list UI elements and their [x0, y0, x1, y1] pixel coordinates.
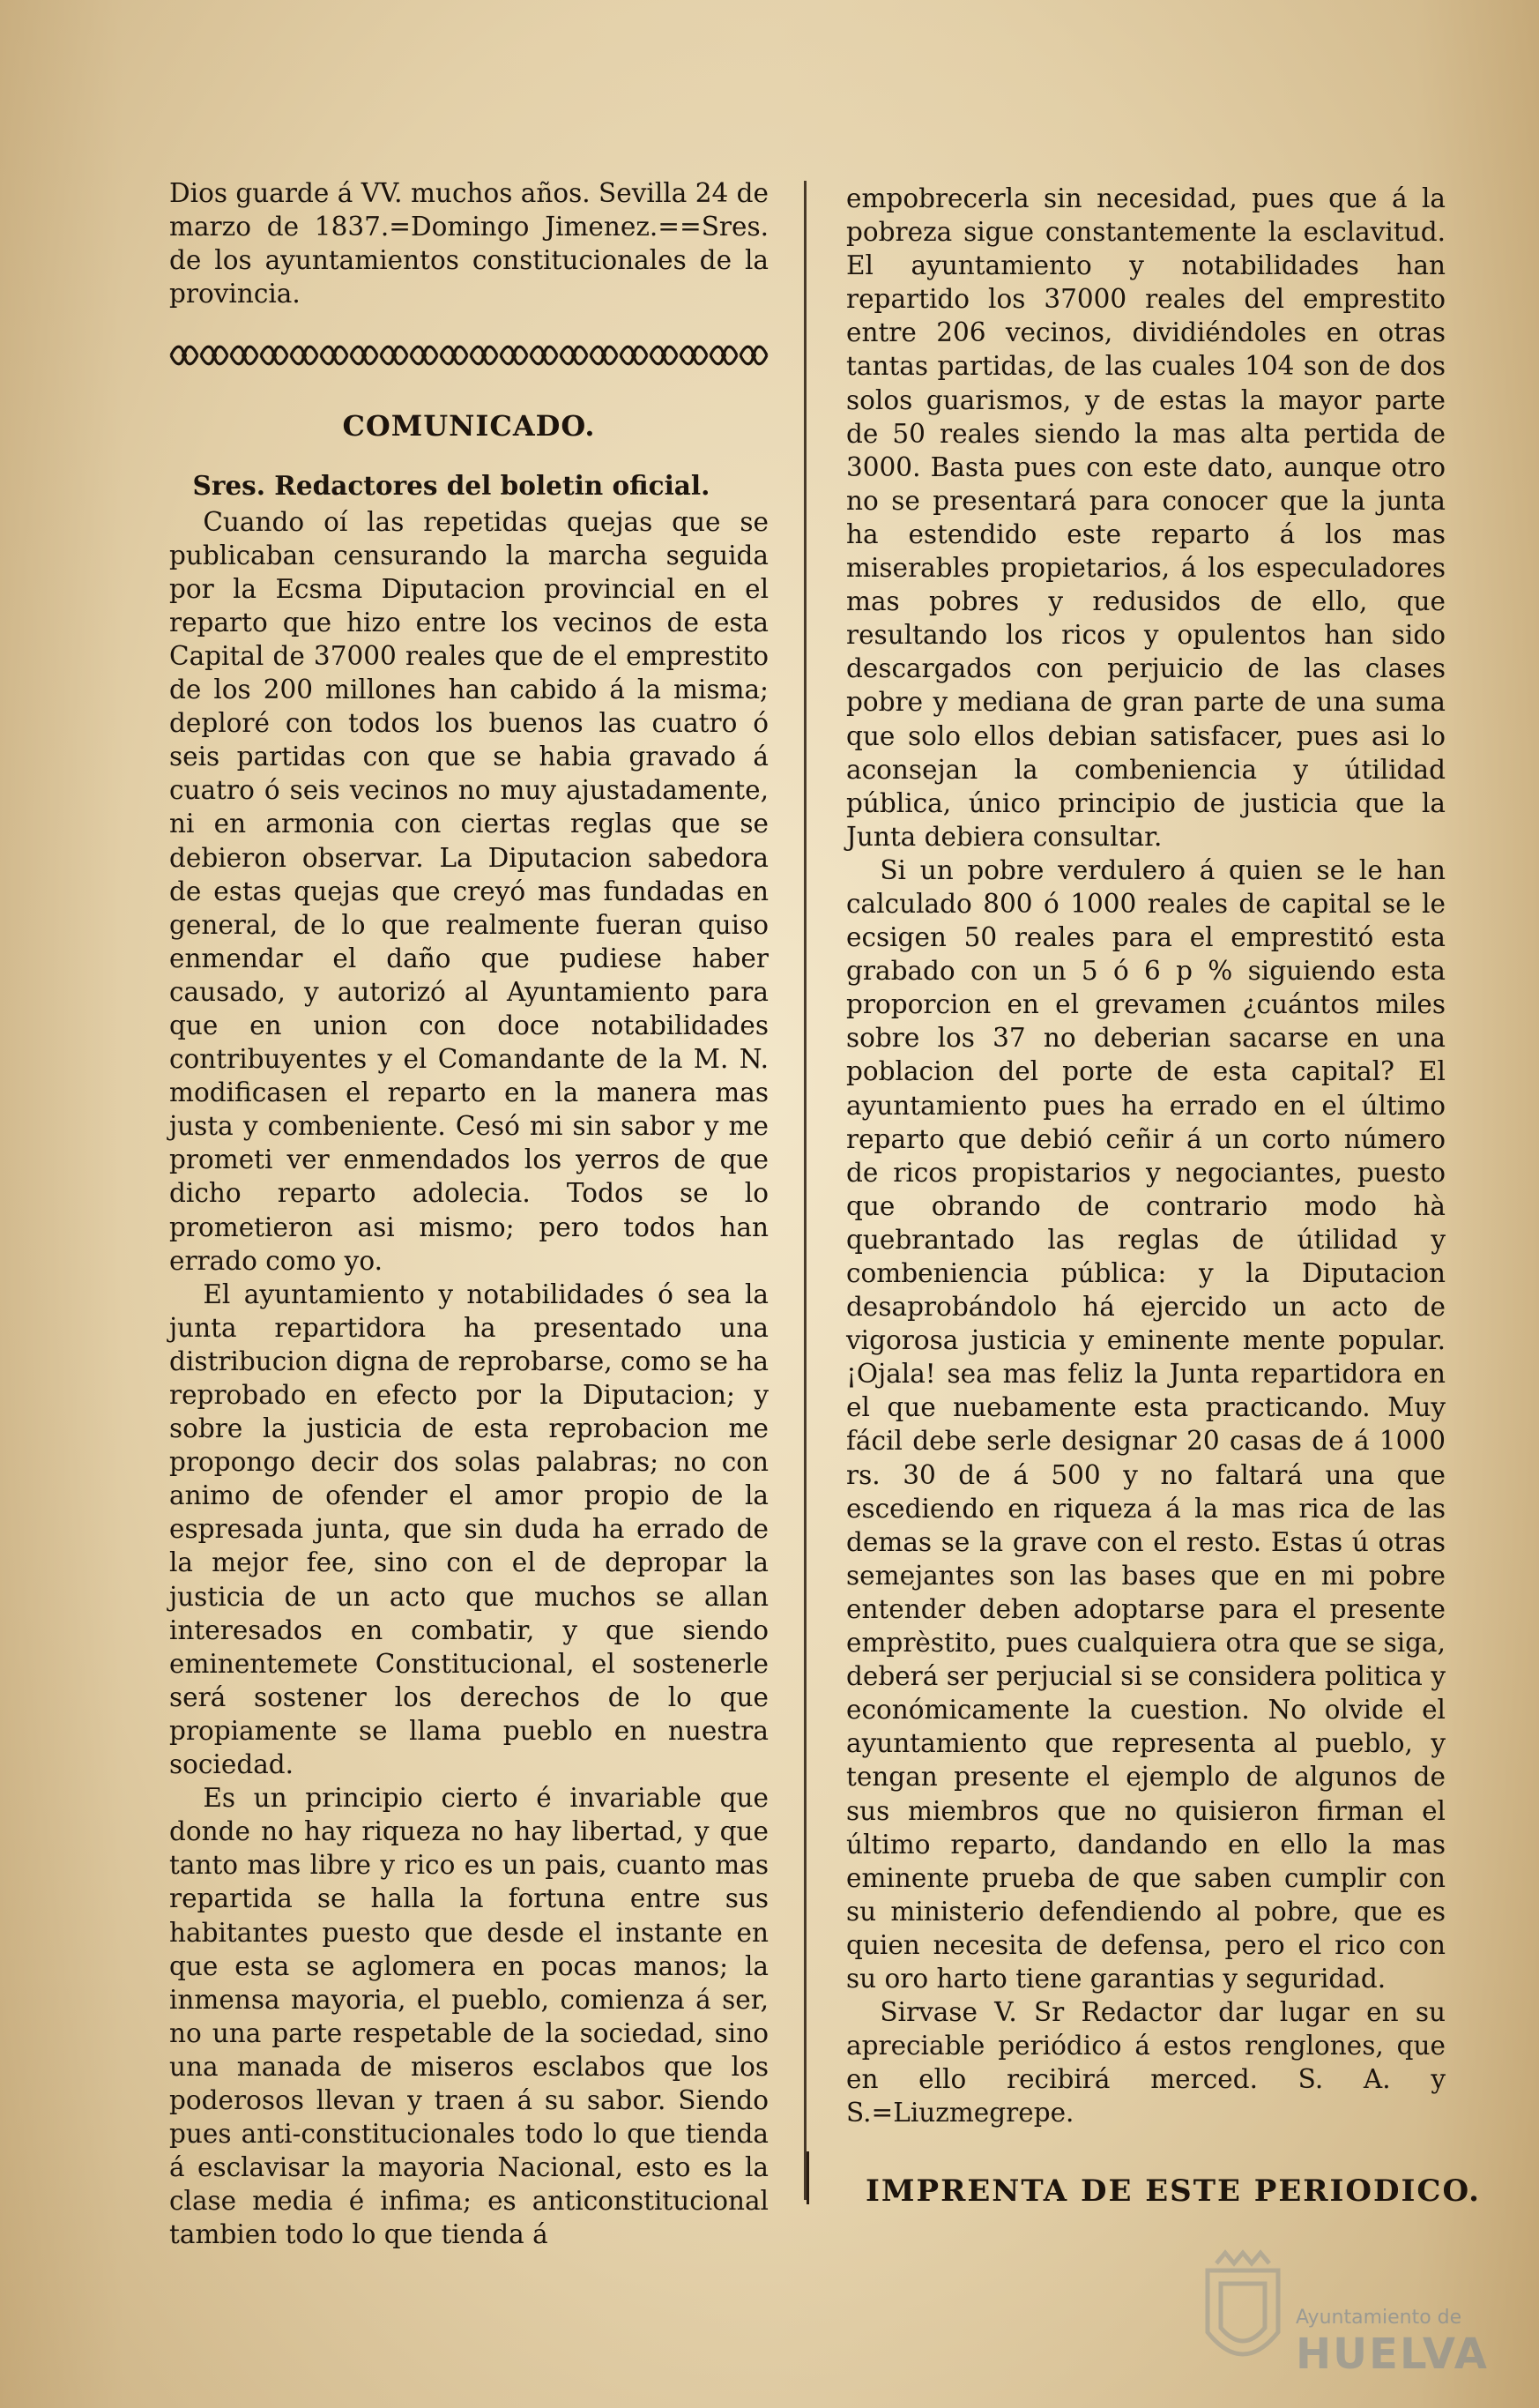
column-rule — [804, 181, 807, 2200]
watermark-label: Ayuntamiento de — [1296, 2307, 1462, 2329]
article-heading: COMUNICADO. — [342, 409, 596, 444]
imprint-rule — [807, 2151, 809, 2204]
left-column — [169, 176, 769, 2251]
ornamental-divider — [169, 340, 769, 370]
imprint-line: IMPRENTA DE ESTE PERIODICO. — [866, 2173, 1481, 2209]
paragraph: El ayuntamiento y notabilidades ó sea la junta repartidora ha presentado una distribucion digna de reprobarse, como se ha reprobado en efecto por la Diputacion; y sobre la justicia de esta reprobacion me propongo decir dos solas palabras; no con animo de ofender el amor propio de la espresada junta, que sin duda ha errado de la mejor fee, sino con el de depropar la justicia de un acto que muchos se allan interesados en combatir, y que siendo eminentemete Constitucional, el sostenerle será sostener los derechos de lo que propiamente se llama pueblo en nuestra sociedad. — [169, 1279, 769, 1780]
salutation: Sres. Redactores del boletin oficial. — [192, 470, 710, 502]
paragraph: Es un principio cierto é invariable que donde no hay riqueza no hay libertad, y que tanto mas libre y rico es un pais, cuanto mas repartida se halla la fortuna entre sus habitantes puesto que desde el instante en que esta se aglomera en pocas manos; la inmensa mayoria, el pueblo, comienza á ser, no una parte respetable de la sociedad, sino una manada de miseros esclabos que los poderosos llevan y traen á su sabor. Siendo pues anti-constitucionales todo lo que tienda á esclavisar la mayoria Nacional, esto es la clase media é infima; es anticonstitucional tambien todo lo que tienda á — [169, 1783, 769, 2250]
right-column — [846, 182, 1446, 2129]
paragraph: Si un pobre verdulero á quien se le han calculado 800 ó 1000 reales de capital se le ecsigen 50 reales para el emprestitó esta grabado con un 5 ó 6 p % siguiendo esta proporcion en el grevamen ¿cuántos miles sobre los 37 no deberian sacarse en una poblacion del porte de esta capital? El ayuntamiento pues ha errado en el último reparto que debió ceñir á un corto número de ricos propistarios y negociantes, puesto que obrando de contrario modo hà quebrantado las reglas de útilidad y combeniencia pública: y la Diputacion desaprobándolo há ejercido un acto de vigorosa justicia y eminente mente popular. ¡Ojala! sea mas feliz la Junta repartidora en el que nuebamente esta practicando. Muy fácil debe serle designar 20 casas de á 1000 rs. 30 de á 500 y no faltará una que escediendo en riqueza á la mas rica de las demas se la grave con el resto. Estas ú otras semejantes son las bases que en mi pobre entender deben adoptarse para el presente emprèstito, pues cualquiera otra que se siga, deberá ser perjucial si se considera politica y económicamente la cuestion. No olvide el ayuntamiento que representa al pueblo, y tengan presente el ejemplo de algunos de sus miembros que no quisieron firman el último reparto, dandando en ello la mas eminente prueba de que saben cumplir con su ministerio defendiendo al pobre, que es quien necesita de defensa, pero el rico con su oro harto tiene garantias y seguridad. — [846, 854, 1446, 1994]
paragraph: empobrecerla sin necesidad, pues que á la pobreza sigue constantemente la esclavitud. El ayuntamiento y notabilidades han repartido los 37000 reales del emprestito entre 206 vecinos, dividiéndoles en otras tantas partidas, de las cuales 104 son de dos solos guarismos, y de estas la mayor parte de 50 reales siendo la mas alta pertida de 3000. Basta pues con este dato, aunque otro no se presentará para conocer que la junta ha estendido este reparto á los mas miserables propietarios, á los especuladores mas pobres y redusidos de ello, que resultando los ricos y opulentos han sido descargados con perjuicio de las clases pobre y mediana de gran parte de una suma que solo ellos debian satisfacer, pues asi lo aconsejan la combeniencia y útilidad pública, único principio de justicia que la Junta debiera consultar. — [846, 183, 1446, 852]
watermark-city: HUELVA — [1296, 2330, 1489, 2379]
signoff-paragraph: Sirvase V. Sr Redactor dar lugar en su apreciable periódico á estos renglones, que en ello recibirá merced. S. A. y S.=Liuzmegrepe. — [846, 1997, 1446, 2128]
closing-formula: Dios guarde á VV. muchos años. Sevilla 24 de marzo de 1837.=Domingo Jimenez.==Sres. de los ayuntamientos constitucionales de la provincia. — [169, 178, 769, 309]
paragraph: Cuando oí las repetidas quejas que se publicaban censurando la marcha seguida por la Ecsma Diputacion provincial en el reparto que hizo entre los vecinos de esta Capital de 37000 reales que de el emprestito de los 200 millones han cabido á la misma; deploré con todos los buenos las cuatro ó seis partidas con que se habia gravado á cuatro ó seis vecinos no muy ajustadamente, ni en armonia con ciertas reglas que se debieron observar. La Diputacion sabedora de estas quejas que creyó mas fundadas en general, de lo que realmente fueran quiso enmendar el daño que pudiese haber causado, y autorizó al Ayuntamiento para que en union con doce notabilidades contribuyentes y el Comandante de la M. N. modificasen el reparto en la manera mas justa y combeniente. Cesó mi sin sabor y me prometi ver enmendados los yerros de que dicho reparto adolecia. Todos se lo prometieron asi mismo; pero todos han errado como yo. — [169, 506, 769, 1276]
